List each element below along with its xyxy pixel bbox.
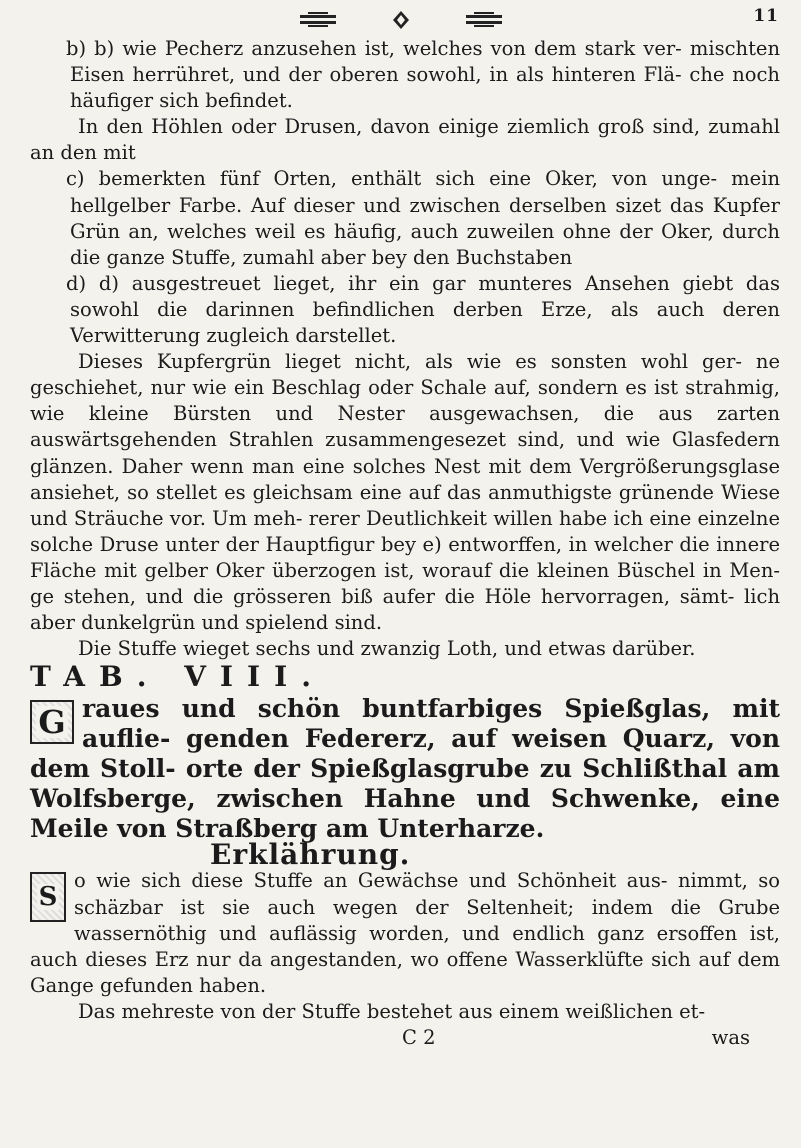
- paragraph-weight: [30, 636, 780, 662]
- explanation-paragraph-1: [30, 868, 780, 998]
- explanation-text-1: o wie sich diese Stuffe an Gewächse und Schönheit aus‑ nimmt, so schäzbar ist sie auch wegen der Seltenheit; indem die Grube wassernöthig und auflässig worden, und endlich ganz ersoffen ist, auch dieses Erz nur da angestanden, wo offene Wasserklüfte sich auf dem Gange gefunden haben.: [30, 869, 780, 997]
- printer-ornament-icon: [286, 10, 516, 30]
- signature-mark: C 2: [402, 1026, 436, 1049]
- paragraph-kupfergruen: [30, 349, 780, 636]
- catchword: was: [711, 1026, 750, 1049]
- paragraph-d: [30, 271, 780, 349]
- signature-line: [30, 1025, 780, 1051]
- plate-title: TAB. VIII.: [30, 660, 325, 694]
- page-body: [30, 36, 780, 1051]
- page-number: 11: [753, 6, 779, 26]
- plate-description-text: raues und schön buntfarbiges Spießglas, mit auflie‑ genden Federerz, auf weisen Quarz, von dem Stoll‑ orte der Spießglasgrube zu Schlißthal am Wolfsberge, zwischen Hahne und Schwenke, eine Meile von Straßberg am Unterharze.: [30, 694, 780, 844]
- page-header: [0, 2, 801, 36]
- dropcap-s: S: [30, 872, 66, 922]
- paragraph-b-text: wie Pecherz anzusehen ist, welches von dem stark ver‑ mischten Eisen herrühret, und der oberen sowohl, in als hinteren Flä‑ che noch häufiger sich befindet.: [70, 37, 780, 113]
- paragraph-b: [30, 36, 780, 114]
- paragraph-holes-text: In den Höhlen oder Drusen, davon einige ziemlich groß sind, zumahl an den mit: [30, 115, 780, 165]
- dropcap-g: G: [30, 700, 74, 744]
- paragraph-holes: [30, 114, 780, 166]
- plate-description: [30, 694, 780, 844]
- explanation-heading: Erklährung.: [210, 838, 411, 872]
- paragraph-d-text: ausgestreuet lieget, ihr ein gar munteres Ansehen giebt das sowohl die darinnen befindlichen derben Erze, als auch deren Verwitterung zugleich darstellet.: [70, 271, 780, 348]
- explanation-text-2: Das mehreste von der Stuffe bestehet aus einem weißlichen et‑: [78, 999, 706, 1023]
- paragraph-c-text: bemerkten fünf Orten, enthält sich eine Oker, von unge‑ mein hellgelber Farbe. Auf dieser und zwischen derselben sizet das Kupfer Grün an, welches weil es häufig, auch zuweilen ohne der Oker, durch die ganze Stuffe, zumahl aber bey den Buchstaben: [70, 167, 781, 269]
- explanation-paragraph-2: [30, 999, 780, 1025]
- paragraph-weight-text: Die Stuffe wieget sechs und zwanzig Loth, und etwas darüber.: [78, 637, 696, 661]
- paragraph-kupfergruen-text: Dieses Kupfergrün lieget nicht, als wie es sonsten wohl ger‑ ne geschiehet, nur wie ein Beschlag oder Schale auf, sondern es ist strahmig, wie kleine Bürsten und Nester ausgewachsen, die aus zarten auswärtsgehenden Strahlen zusammengesezet sind, und wie Glasfedern glänzen. Daher wenn man eine solches Nest mit dem Vergrößerungsglase ansiehet, so stellet es gleichsam eine auf das anmuthigste grünende Wiese und Sträuche vor. Um meh‑ rerer Deutlichkeit willen habe ich eine einzelne solche Druse unter der Hauptfigur bey e) entworffen, in welcher die innere Fläche mit gelber Oker überzogen ist, worauf die kleinen Büschel in Men‑ ge stehen, und die grösseren biß aufer die Höle hervorragen, sämt‑ lich aber dunkelgrün und spielend sind.: [30, 350, 780, 635]
- item-label-b: b) b): [66, 37, 115, 60]
- paragraph-c: [30, 166, 780, 270]
- item-label-c: c): [66, 167, 85, 191]
- item-label-d: d) d): [66, 271, 119, 295]
